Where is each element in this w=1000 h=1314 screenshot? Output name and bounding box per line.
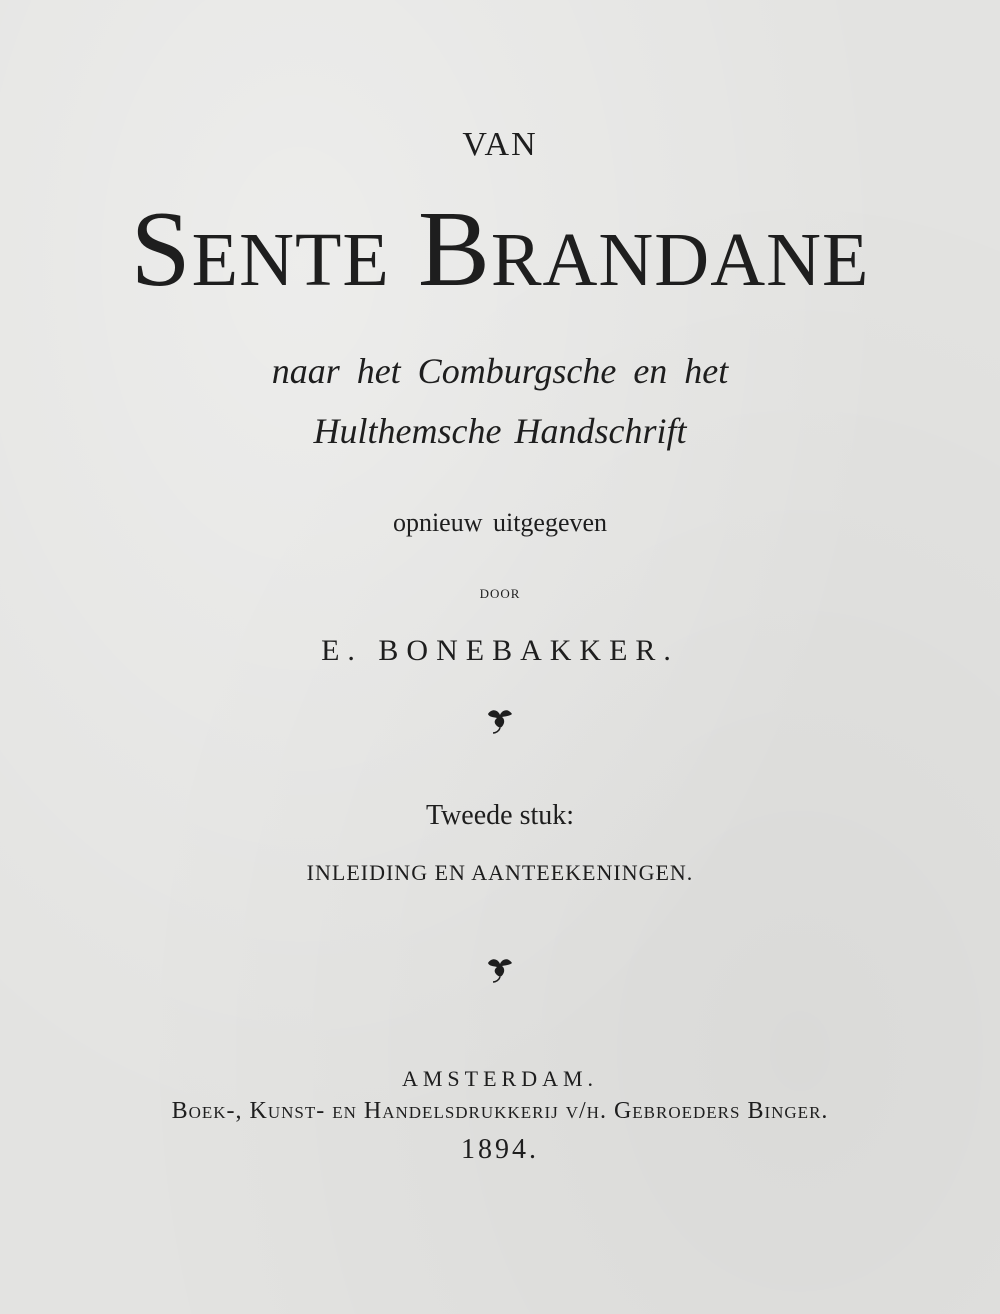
by-label: DOOR [479, 586, 521, 601]
subtitle-line-2: Hulthemsche Handschrift [313, 411, 687, 451]
book-title: Sente Brandane [130, 190, 870, 309]
title-prefix: VAN [462, 126, 538, 163]
fleuron-icon [480, 955, 520, 985]
author-name: E. BONEBAKKER. [321, 634, 679, 667]
subtitle-line-1: naar het Comburgsche en het [271, 351, 729, 391]
edition-note: opnieuw uitgegeven [392, 508, 608, 537]
publication-year: 1894. [461, 1134, 539, 1165]
fleuron-icon [480, 706, 520, 736]
part-label: Tweede stuk: [425, 800, 575, 831]
part-subtitle: INLEIDING EN AANTEEKENINGEN. [306, 860, 694, 885]
publication-city: AMSTERDAM. [401, 1066, 599, 1091]
publisher: Boek-, Kunst- en Handelsdrukkerij v/h. Gebroeders Binger. [171, 1098, 829, 1124]
